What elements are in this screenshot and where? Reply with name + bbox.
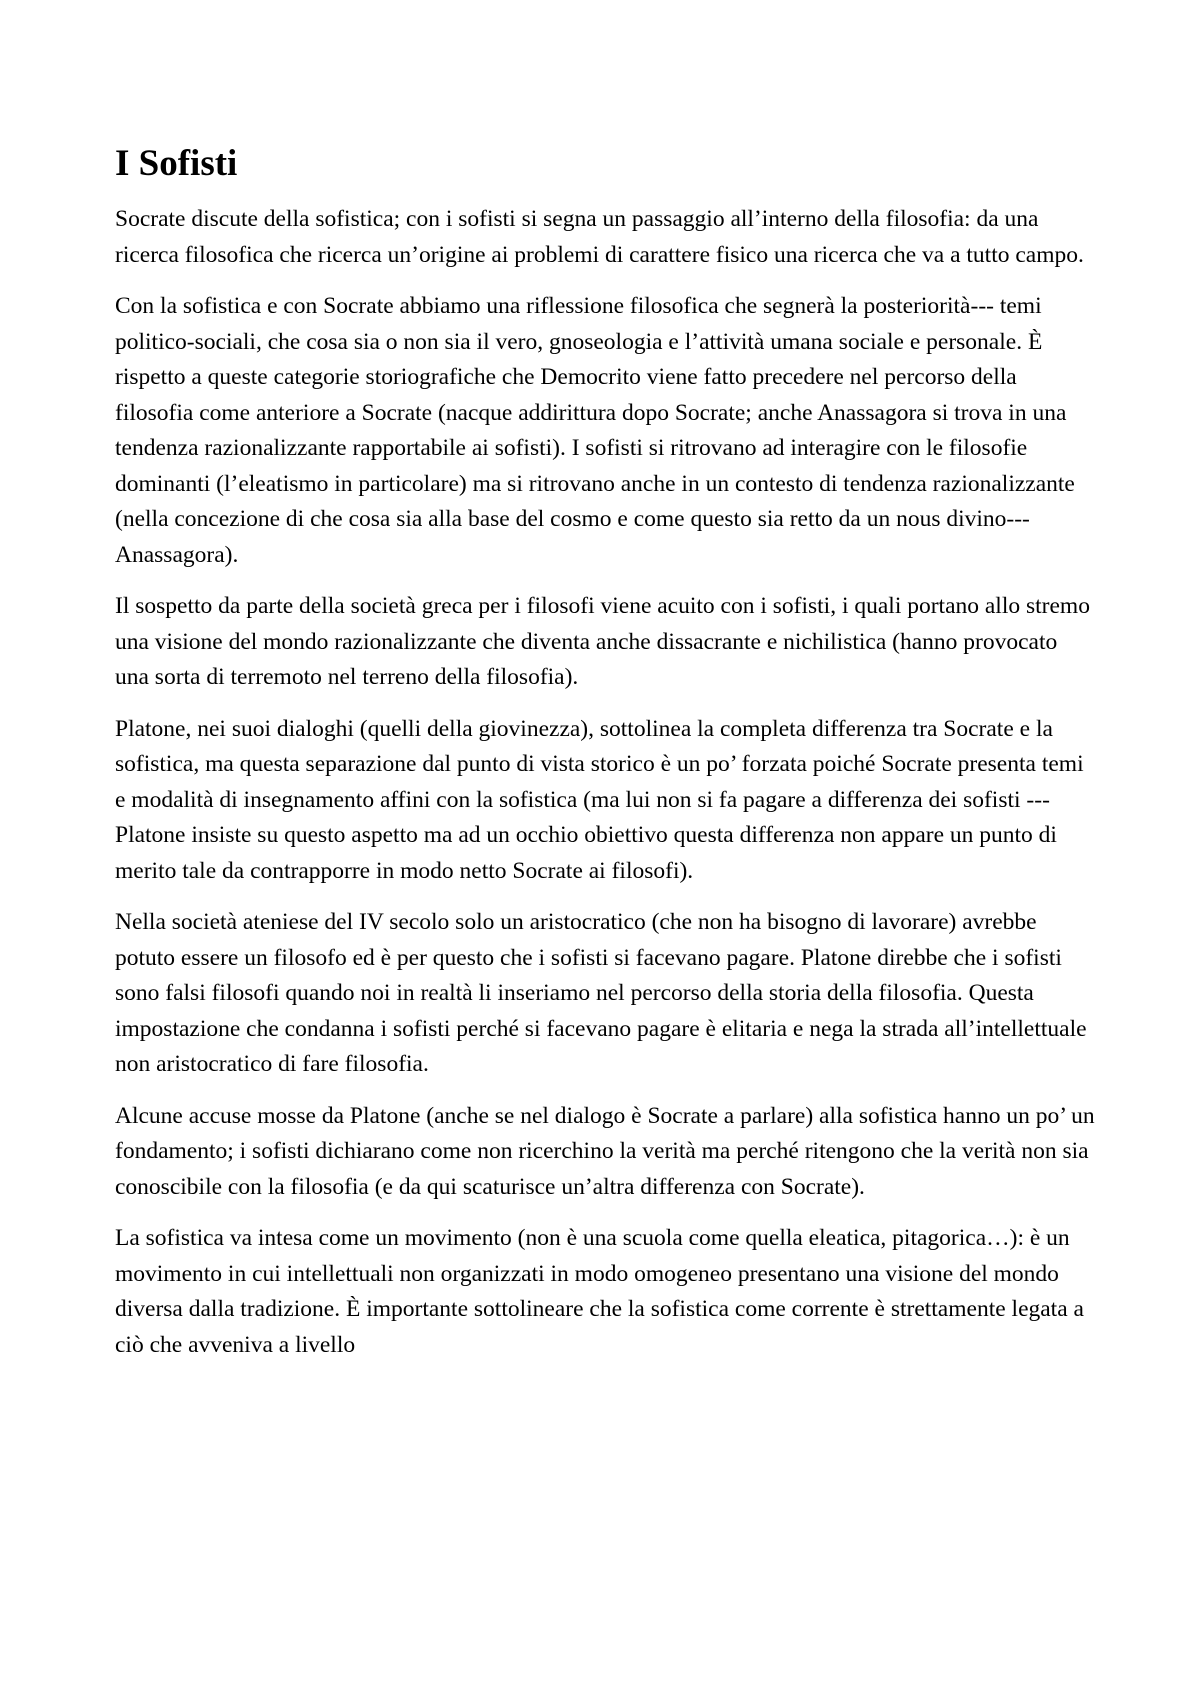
paragraph: Socrate discute della sofistica; con i sofisti si segna un passaggio all’interno della filosofia: da una ricerca filosofica che ricerca un’origine ai problemi di carattere fisico una ricerca che va a tutto campo. bbox=[115, 206, 1084, 268]
paragraph: Alcune accuse mosse da Platone (anche se nel dialogo è Socrate a parlare) alla sofistica hanno un po’ un fondamento; i sofisti dichiarano come non ricerchino la verità ma perché ritengono che la verità non sia conoscibile con la filosofia (e da qui scaturisce un’altra differenza con Socrate). bbox=[115, 1102, 1095, 1200]
paragraph: Con la sofistica e con Socrate abbiamo una riflessione filosofica che segnerà la posteriorità--- temi politico-sociali, che cosa sia o non sia il vero, gnoseologia e l’attività umana sociale e personale. È rispetto a queste categorie storiografiche che Democrito viene fatto precedere nel percorso della filosofia come anteriore a Socrate (nacque addirittura dopo Socrate; anche Anassagora si trova in una tendenza razionalizzante rapportabile ai sofisti). I sofisti si ritrovano ad interagire con le filosofie dominanti (l’eleatismo in particolare) ma si ritrovano anche in un contesto di tendenza razionalizzante (nella concezione di che cosa sia alla base del cosmo e come questo sia retto da un nous divino---Anassagora). bbox=[115, 293, 1075, 568]
document-title: I Sofisti bbox=[115, 143, 238, 184]
paragraph: Platone, nei suoi dialoghi (quelli della giovinezza), sottolinea la completa differenza tra Socrate e la sofistica, ma questa separazione dal punto di vista storico è un po’ forzata poiché Socrate presenta temi e modalità di insegnamento affini con la sofistica (ma lui non si fa pagare a differenza dei sofisti --- Platone insiste su questo aspetto ma ad un occhio obiettivo questa differenza non appare un punto di merito tale da contrapporre in modo netto Socrate ai filosofi). bbox=[115, 715, 1084, 884]
paragraph: Nella società ateniese del IV secolo solo un aristocratico (che non ha bisogno di lavorare) avrebbe potuto essere un filosofo ed è per questo che i sofisti si facevano pagare. Platone direbbe che i sofisti sono falsi filosofi quando noi in realtà li inseriamo nel percorso della storia della filosofia. Questa impostazione che condanna i sofisti perché si facevano pagare è elitaria e nega la strada all’intellettuale non aristocratico di fare filosofia. bbox=[115, 909, 1087, 1077]
paragraph: La sofistica va intesa come un movimento (non è una scuola come quella eleatica, pitagorica…): è un movimento in cui intellettuali non organizzati in modo omogeneo presentano una visione del mondo diversa dalla tradizione. È importante sottolineare che la sofistica come corrente è strettamente legata a ciò che avveniva a livello bbox=[115, 1225, 1084, 1358]
document-body bbox=[115, 140, 1095, 1379]
paragraph: Il sospetto da parte della società greca per i filosofi viene acuito con i sofisti, i quali portano allo stremo una visione del mondo razionalizzante che diventa anche dissacrante e nichilistica (hanno provocato una sorta di terremoto nel terreno della filosofia). bbox=[115, 593, 1090, 690]
